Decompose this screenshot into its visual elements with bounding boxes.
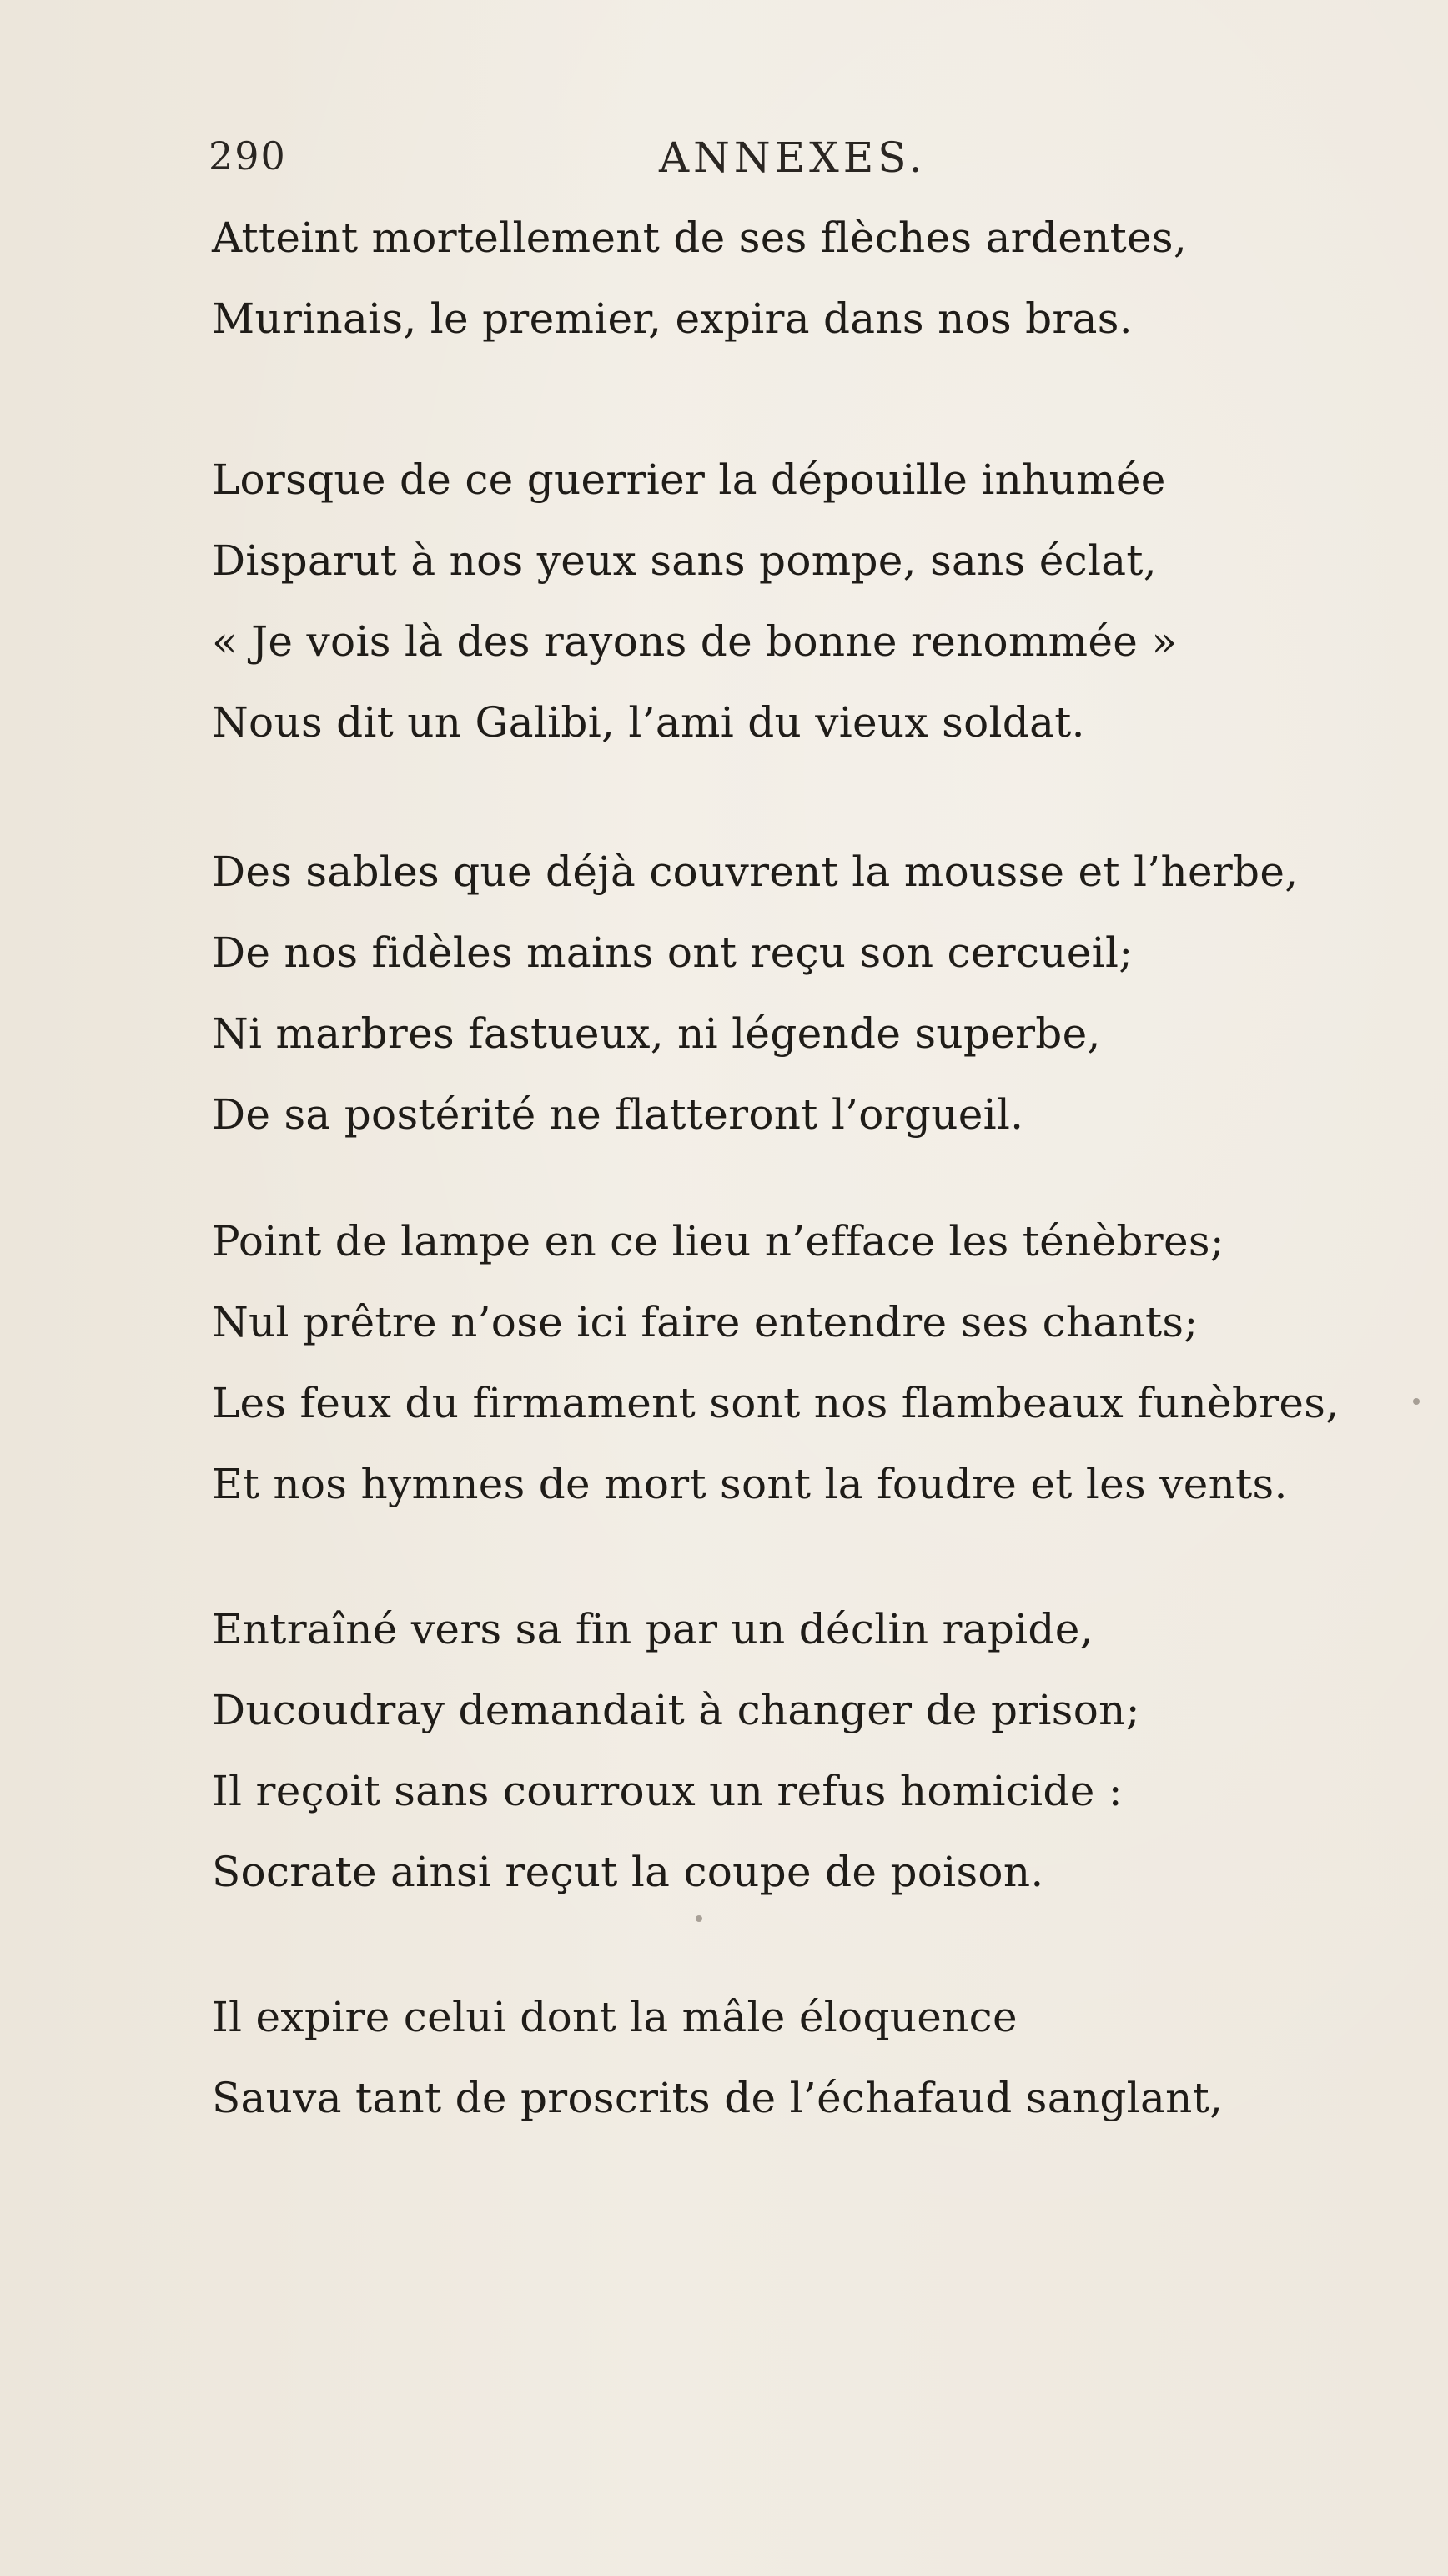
- verse-line: Point de lampe en ce lieu n’efface les ténèbres;: [212, 1217, 1224, 1265]
- verse-line: Nous dit un Galibi, l’ami du vieux soldat.: [212, 698, 1085, 747]
- page-number: 290: [209, 133, 287, 179]
- verse-line: Et nos hymnes de mort sont la foudre et les vents.: [212, 1460, 1288, 1508]
- ink-speck: [1413, 1398, 1420, 1405]
- verse-line: Ducoudray demandait à changer de prison;: [212, 1686, 1140, 1734]
- verse-line: Atteint mortellement de ses flèches ardentes,: [212, 214, 1188, 262]
- verse-line: Nul prêtre n’ose ici faire entendre ses chants;: [212, 1298, 1199, 1346]
- verse-line: Disparut à nos yeux sans pompe, sans éclat,: [212, 536, 1157, 585]
- verse-line: De sa postérité ne flatteront l’orgueil.: [212, 1090, 1024, 1139]
- verse-line: « Je vois là des rayons de bonne renommée »: [212, 617, 1178, 666]
- verse-line: Il expire celui dont la mâle éloquence: [212, 1993, 1018, 2041]
- verse-line: Des sables que déjà couvrent la mousse et l’herbe,: [212, 848, 1299, 896]
- verse-line: Sauva tant de proscrits de l’échafaud sanglant,: [212, 2074, 1224, 2122]
- ink-speck: [696, 1915, 702, 1922]
- page-header: [0, 133, 1448, 184]
- verse-line: Socrate ainsi reçut la coupe de poison.: [212, 1848, 1044, 1896]
- running-title: ANNEXES.: [659, 133, 927, 182]
- verse-line: Ni marbres fastueux, ni légende superbe,: [212, 1009, 1101, 1058]
- verse-line: Lorsque de ce guerrier la dépouille inhumée: [212, 455, 1166, 504]
- verse-line: De nos fidèles mains ont reçu son cercueil;: [212, 928, 1134, 977]
- verse-line: Murinais, le premier, expira dans nos bras.: [212, 294, 1133, 343]
- verse-line: Entraîné vers sa fin par un déclin rapide,: [212, 1605, 1094, 1653]
- verse-line: Les feux du firmament sont nos flambeaux funèbres,: [212, 1379, 1340, 1427]
- verse-line: Il reçoit sans courroux un refus homicide :: [212, 1767, 1123, 1815]
